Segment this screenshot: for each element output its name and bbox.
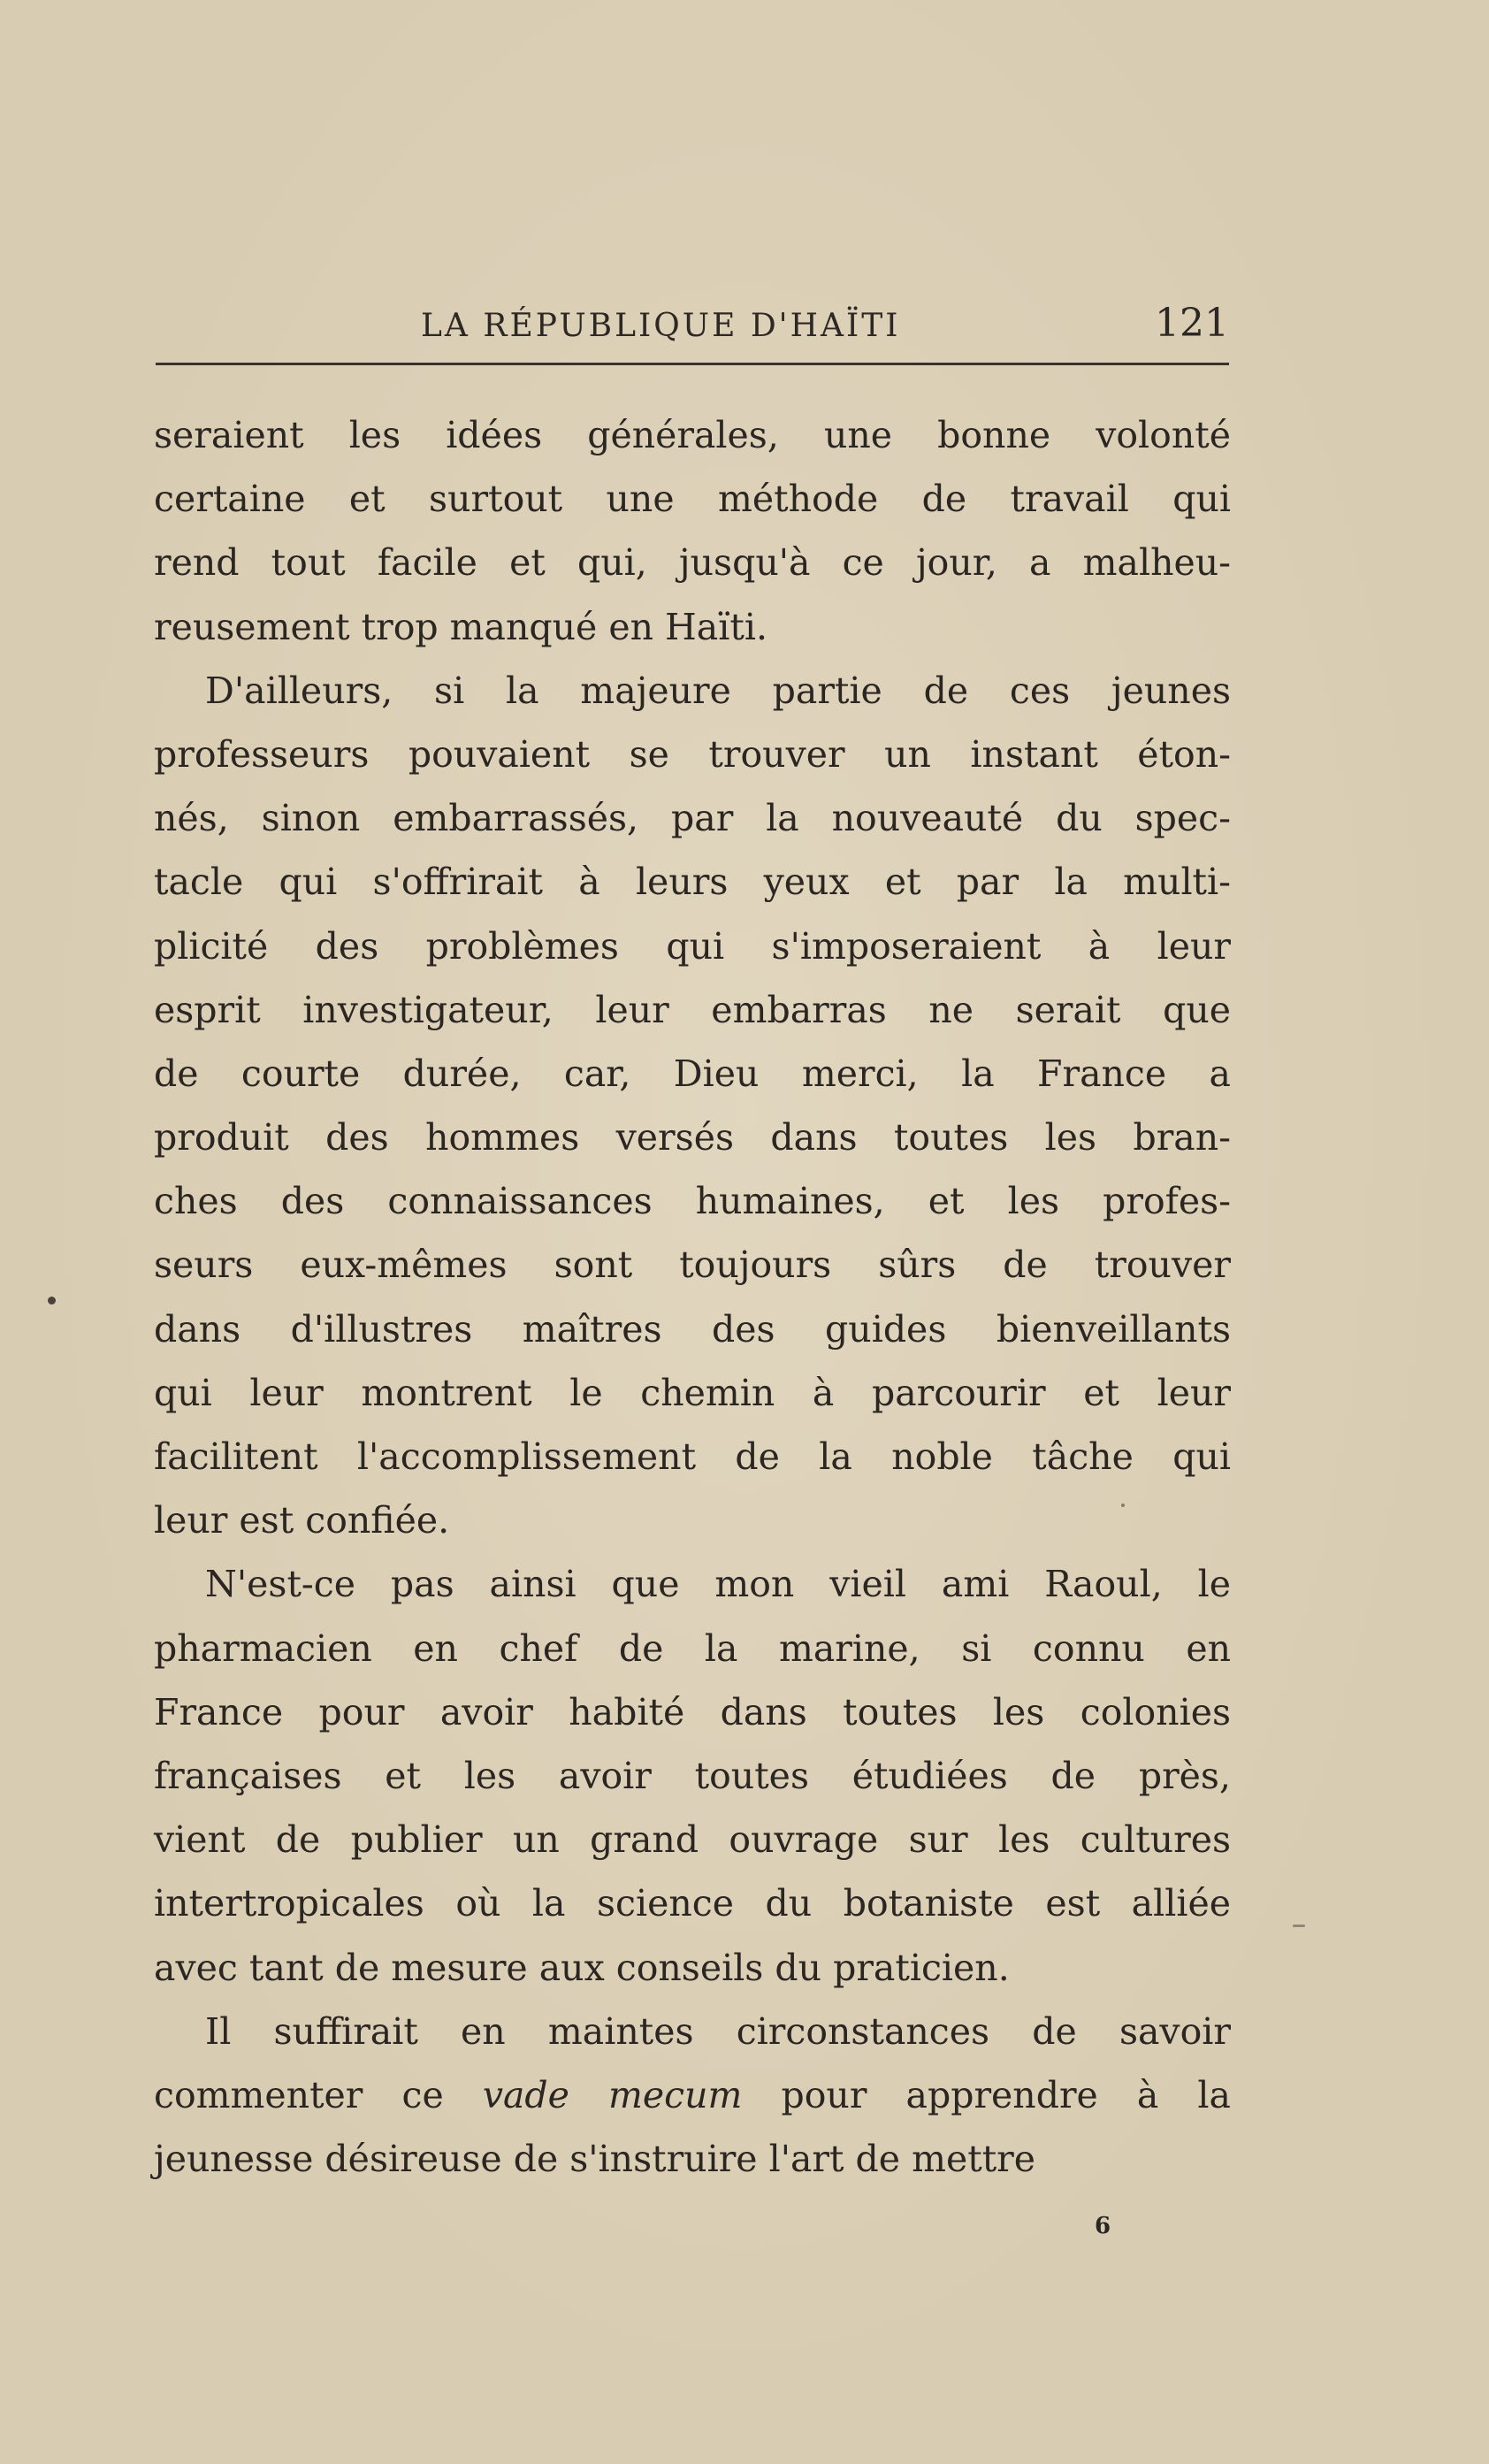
text-line: qui leur montrent le chemin à parcourir et leur xyxy=(154,1371,1231,1414)
text-line: seurs eux-mêmes sont toujours sûrs de trouver xyxy=(154,1243,1231,1287)
text-line: dans d'illustres maîtres des guides bienveillants xyxy=(154,1307,1231,1351)
text-line: nés, sinon embarrassés, par la nouveauté du spec- xyxy=(154,797,1231,840)
paragraph xyxy=(154,659,1231,1553)
text-line: seraient les idées générales, une bonne volonté xyxy=(154,414,1231,456)
text-line: Il suffirait en maintes circonstances de savoir xyxy=(205,2009,1231,2053)
text-line: tacle qui s'offrirait à leurs yeux et par la multi- xyxy=(154,861,1231,904)
text-line: France pour avoir habité dans toutes les colonies xyxy=(154,1690,1231,1733)
text-line: facilitent l'accomplissement de la noble tâche qui xyxy=(154,1435,1231,1478)
text-line: commenter ce vade mecum pour apprendre à la xyxy=(154,2073,1231,2116)
paragraph xyxy=(154,403,1231,659)
text-line: produit des hommes versés dans toutes les bran- xyxy=(154,1116,1231,1159)
italic-phrase: vade mecum xyxy=(482,2073,743,2116)
signature-mark: 6 xyxy=(1095,2213,1111,2239)
paragraph xyxy=(154,1552,1231,1999)
paper-speck xyxy=(1293,1925,1305,1927)
running-title: LA RÉPUBLIQUE D'HAÏTI xyxy=(421,308,901,344)
page-header xyxy=(156,299,1229,365)
text-line: certaine et surtout une méthode de travail qui xyxy=(154,478,1231,521)
text-line: reusement trop manqué en Haïti. xyxy=(154,605,767,648)
text-line: rend tout facile et qui, jusqu'à ce jour, a malheu- xyxy=(154,541,1231,585)
paragraph xyxy=(154,2000,1231,2192)
text-line: N'est-ce pas ainsi que mon vieil ami Raoul, le xyxy=(205,1563,1231,1606)
text-line: D'ailleurs, si la majeure partie de ces jeunes xyxy=(205,669,1231,712)
paper-speck xyxy=(1121,1504,1125,1507)
text-line: esprit investigateur, leur embarras ne serait que xyxy=(154,988,1231,1031)
body-text xyxy=(154,403,1231,2191)
text-line: pharmacien en chef de la marine, si connu en xyxy=(154,1626,1231,1670)
text-line: vient de publier un grand ouvrage sur les cultures xyxy=(154,1818,1231,1862)
text-line: professeurs pouvaient se trouver un instant éton- xyxy=(154,732,1231,776)
text-line: plicité des problèmes qui s'imposeraient à leur xyxy=(154,924,1231,968)
text-line: jeunesse désireuse de s'instruire l'art de mettre xyxy=(154,2138,1036,2181)
text-line: ches des connaissances humaines, et les profes- xyxy=(154,1180,1231,1223)
text-line: intertropicales où la science du botaniste est alliée xyxy=(154,1882,1231,1925)
page-number: 121 xyxy=(1155,301,1229,346)
text-line: de courte durée, car, Dieu merci, la France a xyxy=(154,1052,1231,1095)
paper-speck xyxy=(48,1297,56,1305)
text-line: avec tant de mesure aux conseils du praticien. xyxy=(154,1946,1010,1989)
text-line: françaises et les avoir toutes étudiées de près, xyxy=(154,1754,1231,1797)
text-line: leur est confiée. xyxy=(154,1499,450,1542)
